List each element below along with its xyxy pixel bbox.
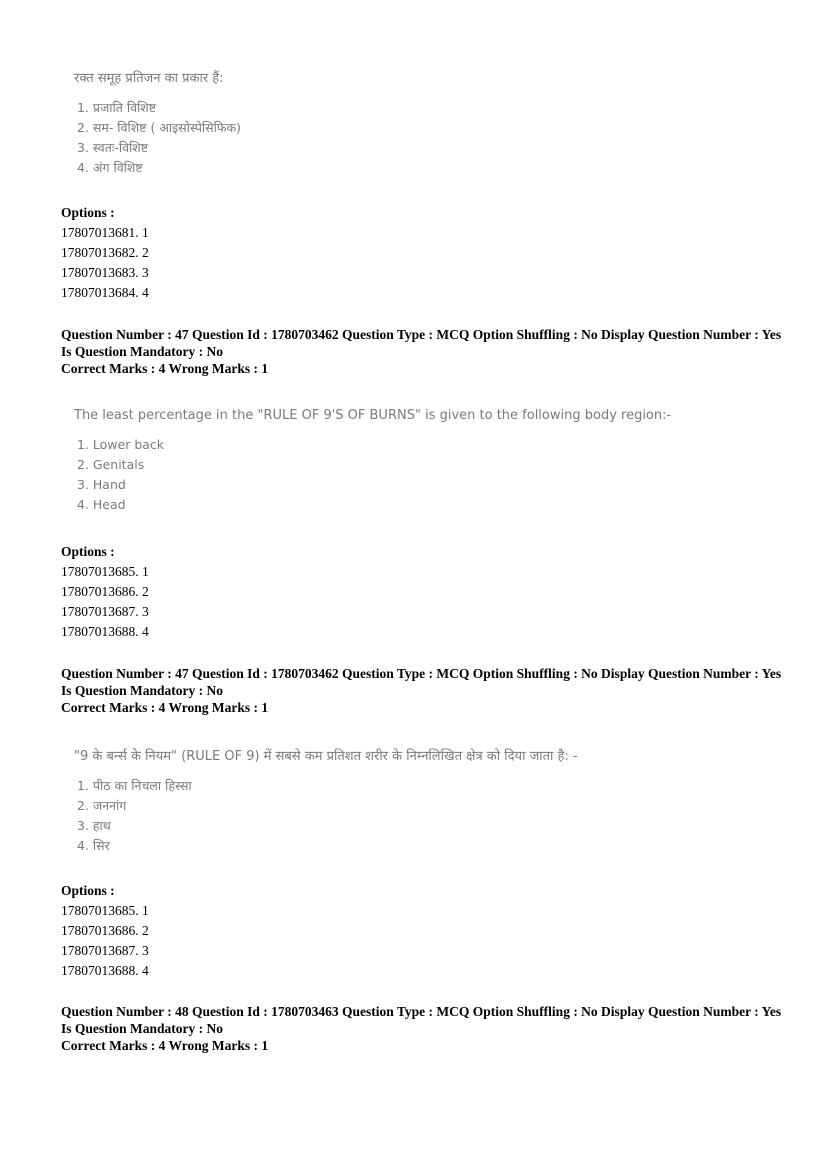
question-meta [61, 665, 801, 716]
options-label: Options : [61, 544, 115, 559]
option-item: 17807013688. 4 [61, 963, 149, 978]
question-meta [61, 1003, 801, 1054]
question-choices [74, 776, 774, 856]
choice-item: 2. सम- विशिष्ट ( आइसोस्पेसिफिक) [77, 120, 241, 135]
question-stem: "9 के बर्न्स के नियम" (RULE OF 9) में सबसे कम प्रतिशत शरीर के निम्नलिखित क्षेत्र को दिया जाता है: - [74, 749, 578, 764]
options-label: Options : [61, 205, 115, 220]
question-choices [74, 435, 774, 515]
option-item: 17807013683. 3 [61, 265, 149, 280]
question-stem: The least percentage in the "RULE OF 9'S OF BURNS" is given to the following body region:- [74, 408, 672, 423]
question-mandatory: Is Question Mandatory : No [61, 1021, 224, 1036]
option-item: 17807013686. 2 [61, 923, 149, 938]
choice-item: 4. अंग विशिष्ट [77, 160, 143, 175]
choice-item: 4. Head [77, 497, 126, 512]
question-mandatory: Is Question Mandatory : No [61, 344, 224, 359]
options-list [61, 544, 149, 642]
choice-item: 4. सिर [77, 838, 110, 853]
question-marks: Correct Marks : 4 Wrong Marks : 1 [61, 361, 269, 376]
option-item: 17807013686. 2 [61, 584, 149, 599]
question-image-rule-of-nines-hindi [74, 746, 774, 856]
question-stem: रक्त समूह प्रतिजन का प्रकार हैं: [74, 71, 224, 86]
choice-item: 2. Genitals [77, 457, 145, 472]
choice-item: 3. Hand [77, 477, 126, 492]
choice-item: 1. Lower back [77, 437, 165, 452]
options-list [61, 205, 149, 303]
question-meta [61, 326, 801, 377]
option-item: 17807013681. 1 [61, 225, 149, 240]
option-item: 17807013685. 1 [61, 903, 149, 918]
option-item: 17807013685. 1 [61, 564, 149, 579]
question-meta-line: Question Number : 47 Question Id : 1780703462 Question Type : MCQ Option Shuffling : No Display Question Number : Yes [61, 666, 782, 681]
option-item: 17807013682. 2 [61, 245, 149, 260]
question-image-rule-of-nines [74, 408, 774, 515]
choice-item: 3. हाथ [77, 818, 111, 833]
options-list [61, 883, 149, 981]
question-mandatory: Is Question Mandatory : No [61, 683, 224, 698]
choice-item: 1. प्रजाति विशिष्ट [77, 100, 157, 115]
question-meta-line: Question Number : 48 Question Id : 1780703463 Question Type : MCQ Option Shuffling : No Display Question Number : Yes [61, 1004, 782, 1019]
option-item: 17807013684. 4 [61, 285, 149, 300]
option-item: 17807013687. 3 [61, 604, 149, 619]
option-item: 17807013687. 3 [61, 943, 149, 958]
question-image-blood-group [74, 68, 774, 178]
choice-item: 1. पीठ का निचला हिस्सा [77, 778, 192, 793]
question-marks: Correct Marks : 4 Wrong Marks : 1 [61, 1038, 269, 1053]
choice-item: 2. जननांग [77, 798, 127, 813]
choice-item: 3. स्वतः-विशिष्ट [77, 140, 149, 155]
question-choices [74, 98, 774, 178]
option-item: 17807013688. 4 [61, 624, 149, 639]
question-marks: Correct Marks : 4 Wrong Marks : 1 [61, 700, 269, 715]
question-meta-line: Question Number : 47 Question Id : 1780703462 Question Type : MCQ Option Shuffling : No Display Question Number : Yes [61, 327, 782, 342]
options-label: Options : [61, 883, 115, 898]
